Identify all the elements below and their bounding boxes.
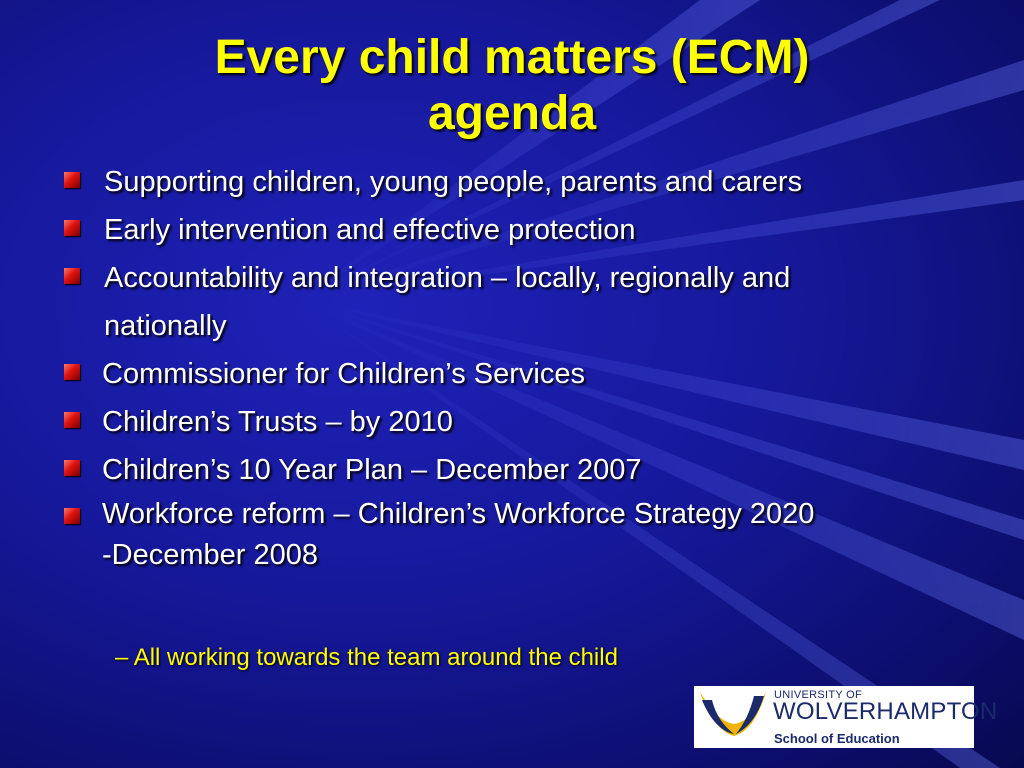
bullet-text-continuation: -December 2008 <box>102 539 318 571</box>
logo-line3: School of Education <box>774 731 900 746</box>
university-logo <box>694 686 998 748</box>
bullet-list <box>64 158 984 576</box>
bullet-marker-icon <box>64 412 80 428</box>
bullet-text: nationally <box>104 310 227 342</box>
bullet-text: Supporting children, young people, parents and carers <box>104 166 803 198</box>
bullet-text: Accountability and integration – locally, regionally and <box>104 262 791 294</box>
bullet-marker-icon <box>64 364 80 380</box>
slide-title <box>0 30 1024 142</box>
bullet-marker-icon <box>64 172 80 188</box>
bullet-item <box>64 206 984 254</box>
sub-bullet: – All working towards the team around the child <box>115 644 618 671</box>
bullet-item <box>64 350 984 398</box>
logo-line2: WOLVERHAMPTON <box>773 698 998 725</box>
bullet-text: Commissioner for Children’s Services <box>102 358 585 390</box>
bullet-text: Early intervention and effective protection <box>104 214 636 246</box>
bullet-text: Children’s 10 Year Plan – December 2007 <box>102 454 642 486</box>
bullet-continuation <box>64 302 984 350</box>
slide-title-line1: Every child matters (ECM) <box>214 31 810 84</box>
slide-title-line2: agenda <box>427 87 597 140</box>
logo-line1: UNIVERSITY OF <box>774 689 863 701</box>
bullet-text: Children’s Trusts – by 2010 <box>102 406 453 438</box>
bullet-marker-icon <box>64 268 80 284</box>
bullet-text: Workforce reform – Children’s Workforce Strategy 2020 <box>102 498 815 530</box>
bullet-item <box>64 398 984 446</box>
bullet-item <box>64 254 984 302</box>
bullet-item <box>64 494 984 576</box>
bullet-marker-icon <box>64 508 80 524</box>
bullet-marker-icon <box>64 460 80 476</box>
bullet-marker-icon <box>64 220 80 236</box>
bullet-item <box>64 158 984 206</box>
bullet-item <box>64 446 984 494</box>
university-logo-icon <box>694 686 772 748</box>
